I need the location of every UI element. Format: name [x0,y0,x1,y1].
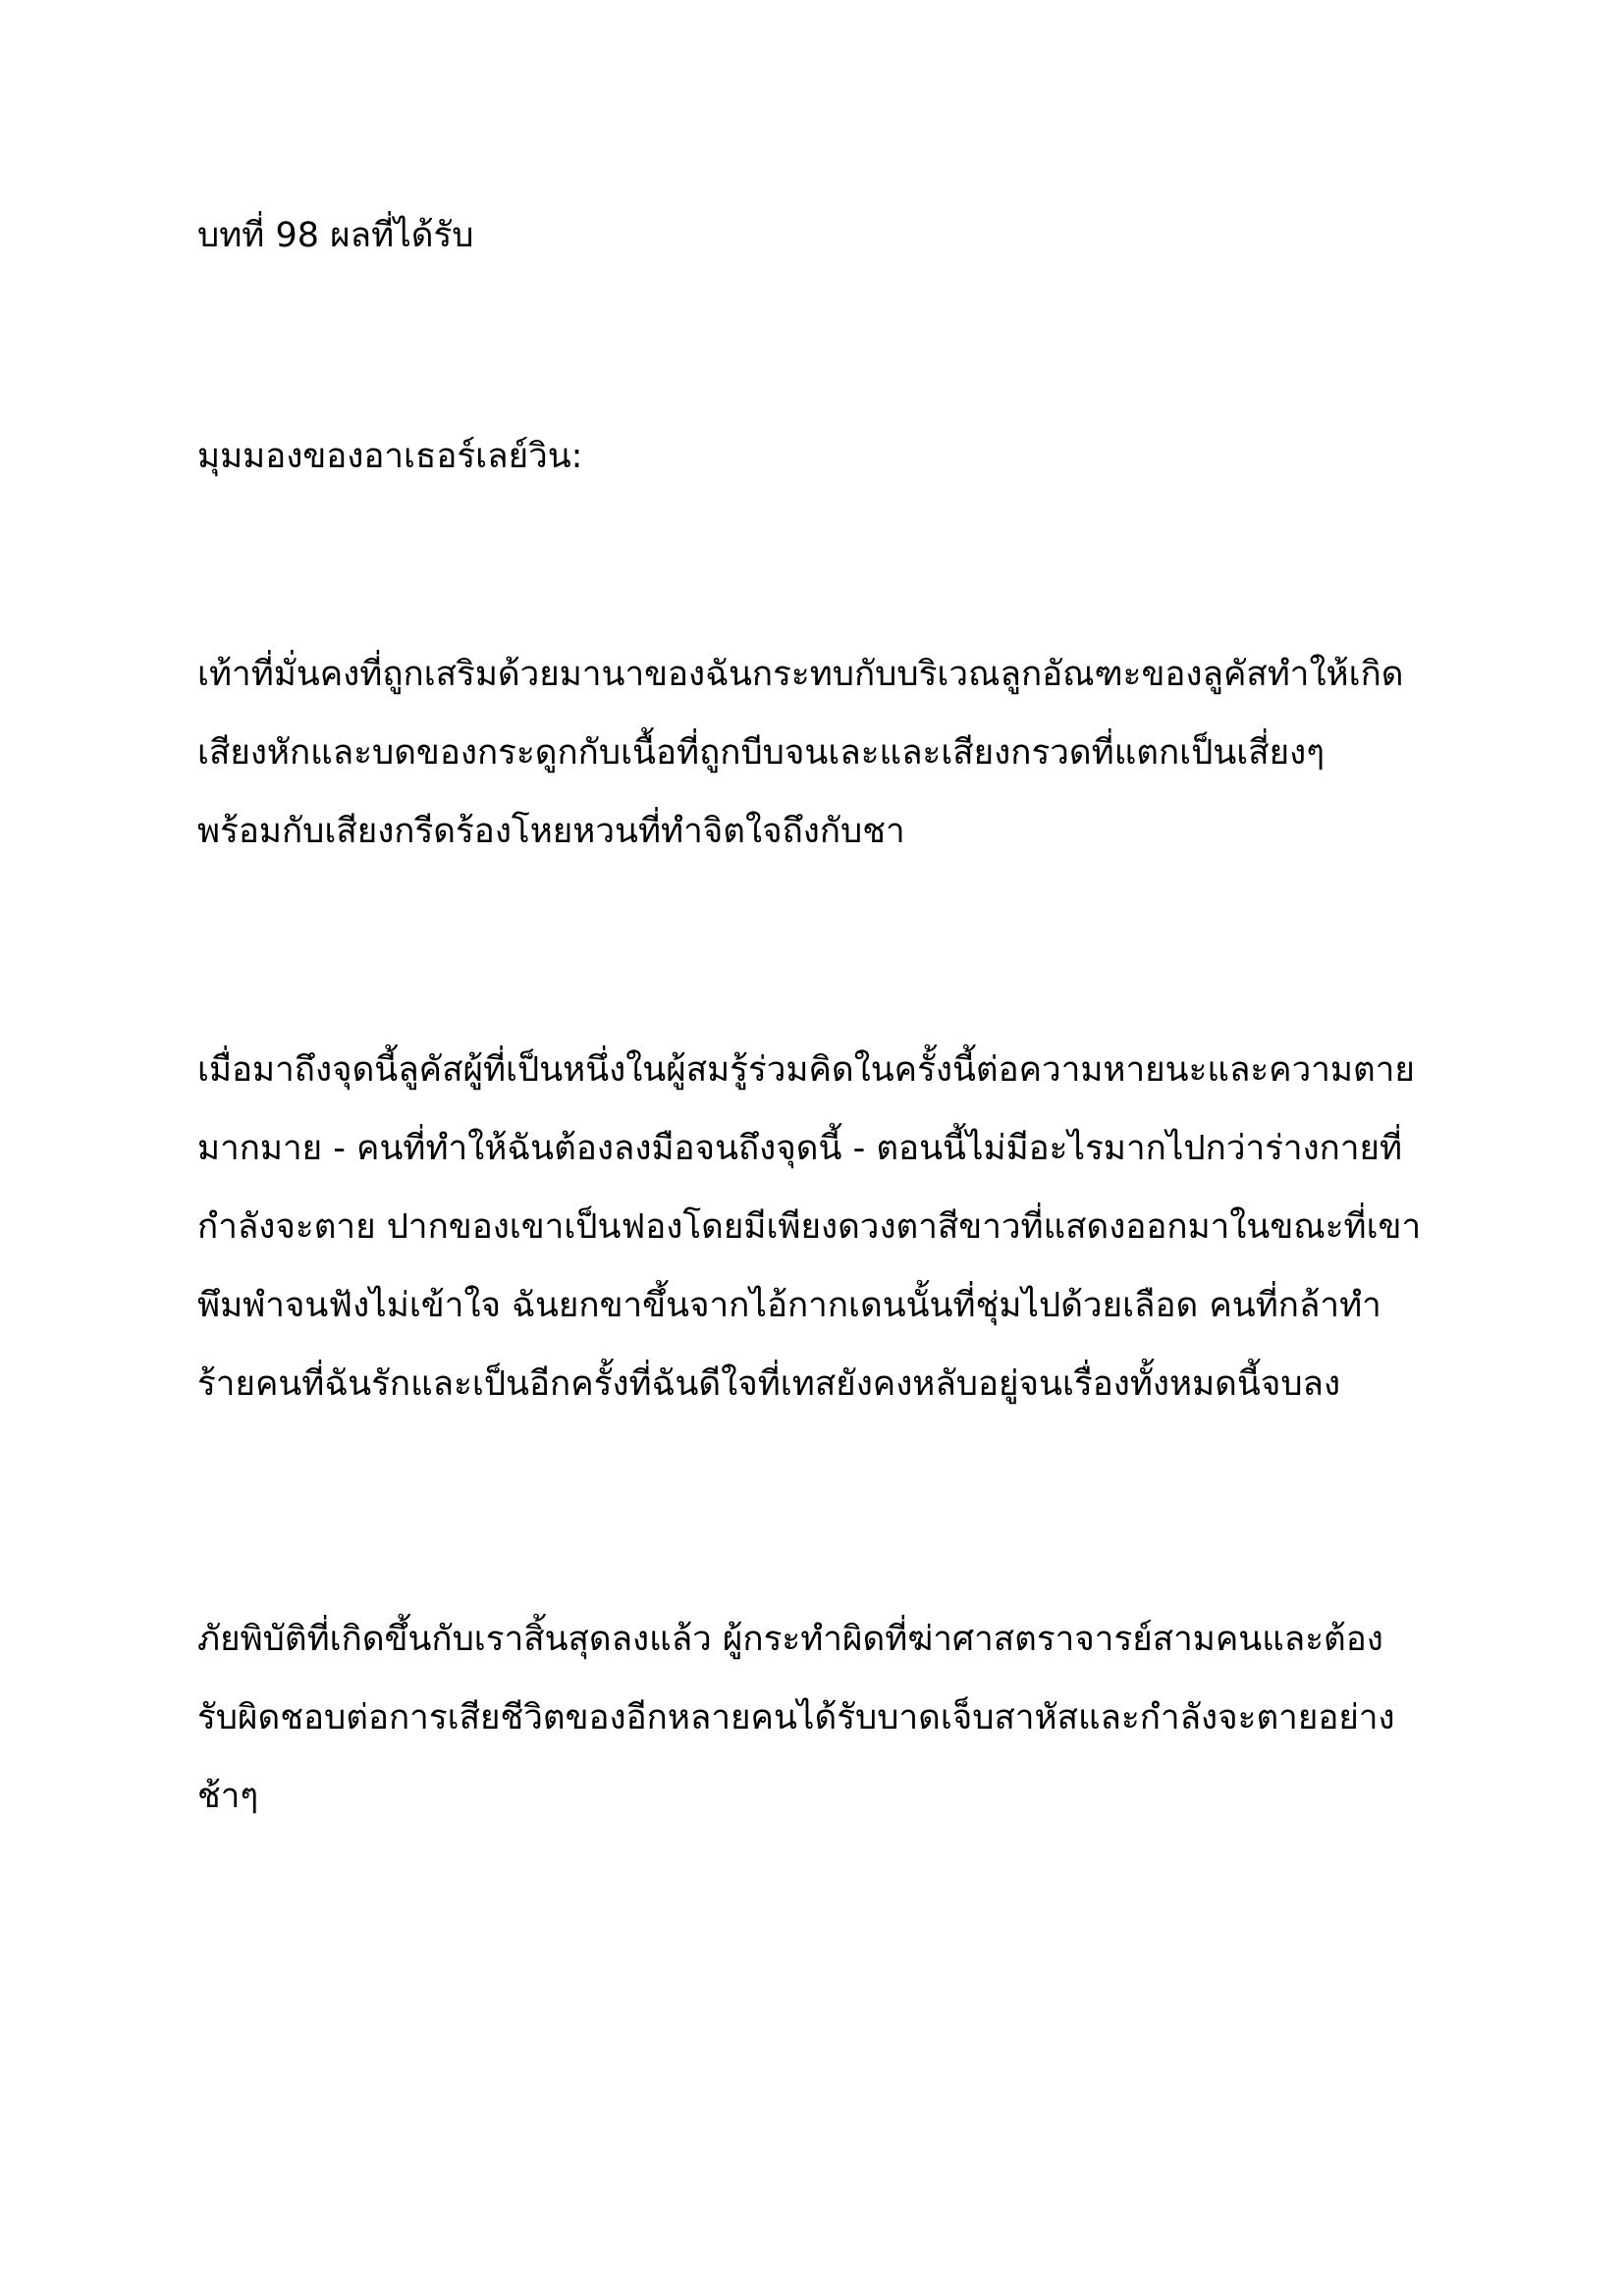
paragraph [197,1031,1464,1423]
paragraph-line: ภัยพิบัติที่เกิดขึ้นกับเราสิ้นสุดลงแล้ว ผู้กระทำผิดที่ฆ่าศาสตราจารย์สามคนและต้อง [197,1620,1383,1659]
paragraph-line: เท้าที่มั่นคงที่ถูกเสริมด้วยมานาของฉันกระทบกับบริเวณลูกอัณฑะของลูคัสทำให้เกิด [197,655,1404,694]
paragraph-line: กำลังจะตาย ปากของเขาเป็นฟองโดยมีเพียงดวงตาสีขาวที่แสดงออกมาในขณะที่เขา [197,1207,1422,1247]
pov-heading [197,417,1464,496]
paragraph-line: พึมพำจนฟังไม่เข้าใจ ฉันยกขาขึ้นจากไอ้กากเดนนั้นที่ชุ่มไปด้วยเลือด คนที่กล้าทำ [197,1286,1381,1325]
chapter-title [197,196,1464,275]
paragraph-line: ร้ายคนที่ฉันรักและเป็นอีกครั้งที่ฉันดีใจที่เทสยังคงหลับอยู่จนเรื่องทั้งหมดนี้จบลง [197,1364,1341,1404]
paragraph-line: เมื่อมาถึงจุดนี้ลูคัสผู้ที่เป็นหนึ่งในผู้สมรู้ร่วมคิดในครั้งนี้ต่อความหายนะและความตาย [197,1050,1415,1090]
paragraph-line: ช้าๆ [197,1777,259,1816]
chapter-title-text: บทที่ 98 ผลที่ได้รับ [197,216,474,255]
paragraph [197,1600,1464,1836]
paragraph-line: พร้อมกับเสียงกรีดร้องโหยหวนที่ทำจิตใจถึงกับชา [197,812,905,851]
paragraph [197,635,1464,871]
paragraph-line: รับผิดชอบต่อการเสียชีวิตของอีกหลายคนได้รับบาดเจ็บสาหัสและกำลังจะตายอย่าง [197,1698,1395,1737]
paragraph-line: มากมาย - คนที่ทำให้ฉันต้องลงมือจนถึงจุดนี้ - ตอนนี้ไม่มีอะไรมากไปกว่าร่างกายที่ [197,1129,1403,1168]
paragraph-line: เสียงหักและบดของกระดูกกับเนื้อที่ถูกบีบจนเละและเสียงกรวดที่แตกเป็นเสี่ยงๆ [197,733,1326,773]
pov-heading-text: มุมมองของอาเธอร์เลย์วิน: [197,437,583,476]
